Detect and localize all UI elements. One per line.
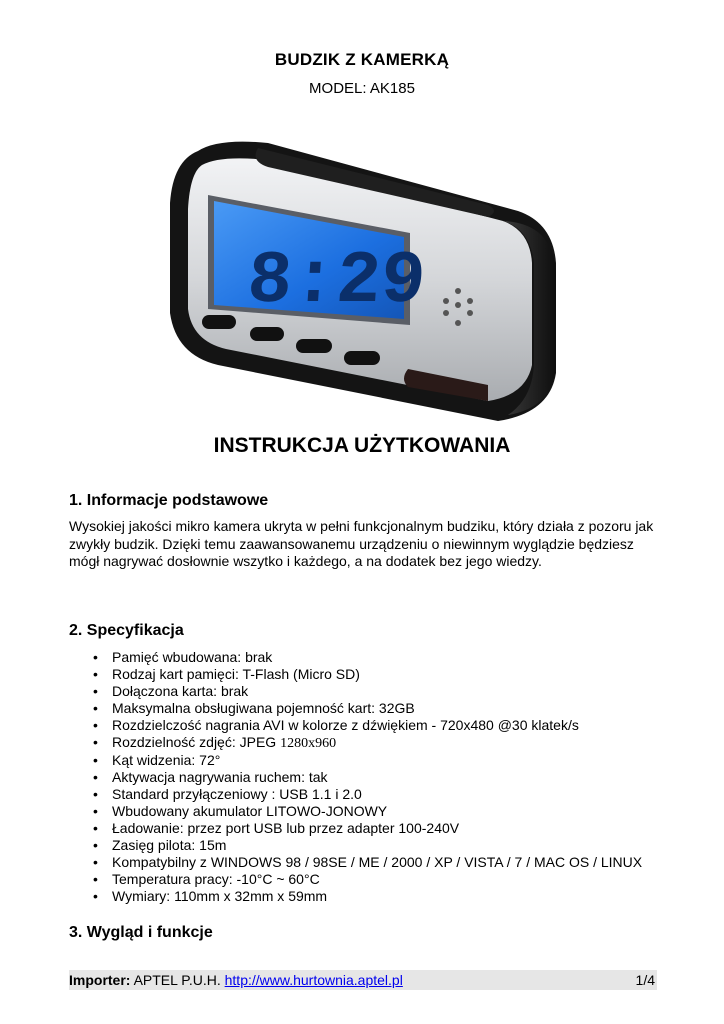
photo-resolution: 1280x960	[280, 735, 337, 751]
spec-item: • Temperatura pracy: -10°C ~ 60°C	[93, 871, 653, 888]
spec-item: • Zasięg pilota: 15m	[93, 837, 653, 854]
spec-item: • Wbudowany akumulator LITOWO-JONOWY	[93, 803, 653, 820]
spec-item: • Pamięć wbudowana: brak	[93, 649, 653, 666]
page-footer	[69, 970, 657, 990]
spec-item: • Maksymalna obsługiwana pojemność kart: 32GB	[93, 700, 653, 717]
spec-item: • Kompatybilny z WINDOWS 98 / 98SE / ME / 2000 / XP / VISTA / 7 / MAC OS / LINUX	[93, 854, 653, 871]
section-2-heading: 2. Specyfikacja	[69, 622, 184, 639]
section-1-body: Wysokiej jakości mikro kamera ukryta w pełni funkcjonalnym budziku, który działa z pozoru jak zwykły budzik. Dzięki temu zaawansowanemu urządzeniu o niewinnym wyglądzie będziesz mógł nagrywać dosłownie wszytko i każdego, a na dodatek bez jego wiedzy.	[69, 518, 654, 569]
specification-list	[93, 649, 653, 905]
spec-item: • Dołączona karta: brak	[93, 683, 653, 700]
spec-item: • Aktywacja nagrywania ruchem: tak	[93, 769, 653, 786]
spec-item: • Standard przyłączeniowy : USB 1.1 i 2.0	[93, 786, 653, 803]
page-number: 1/4	[635, 972, 655, 988]
section-1-heading: 1. Informacje podstawowe	[69, 492, 269, 509]
model-number: MODEL: AK185	[309, 80, 415, 97]
main-heading: INSTRUKCJA UŻYTKOWANIA	[213, 434, 511, 457]
spec-item: • Wymiary: 110mm x 32mm x 59mm	[93, 888, 653, 905]
spec-item: • Rozdzielczość nagrania AVI w kolorze z dźwiękiem - 720x480 @30 klatek/s	[93, 717, 653, 734]
section-3-heading: 3. Wygląd i funkcje	[69, 924, 213, 941]
alarm-clock-camera-image	[158, 133, 563, 423]
spec-item: • Ładowanie: przez port USB lub przez adapter 100-240V	[93, 820, 653, 837]
spec-item: • Kąt widzenia: 72°	[93, 752, 653, 769]
spec-item: • Rodzaj kart pamięci: T-Flash (Micro SD)	[93, 666, 653, 683]
importer-name: APTEL P.U.H.	[133, 972, 221, 988]
spec-item-label: Rozdzielność zdjęć: JPEG	[112, 733, 277, 750]
document-title: BUDZIK Z KAMERKĄ	[274, 50, 450, 69]
importer-website-link[interactable]: http://www.hurtownia.aptel.pl	[224, 972, 403, 988]
importer-label: Importer:	[69, 972, 131, 988]
spec-item	[93, 734, 653, 753]
lcd-digits: 8:29	[244, 240, 429, 324]
